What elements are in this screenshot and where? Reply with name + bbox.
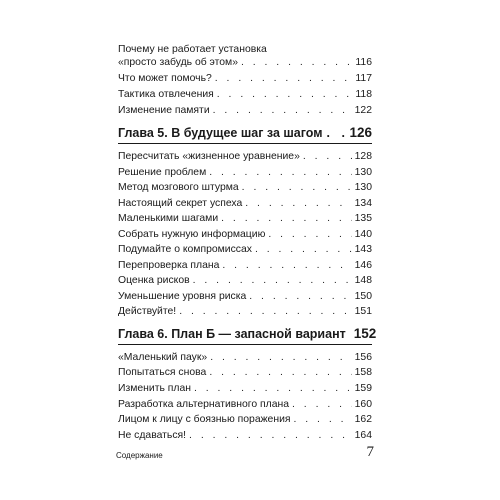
leader-dots xyxy=(327,125,346,141)
leader-dots xyxy=(303,150,352,163)
toc-entry xyxy=(118,259,372,272)
toc-entry-title: Решение проблем xyxy=(118,167,207,178)
leader-dots xyxy=(294,413,352,426)
toc-entry xyxy=(118,104,372,117)
toc-entry xyxy=(118,413,372,426)
leader-dots xyxy=(179,305,351,318)
toc-entry-page: 162 xyxy=(354,414,372,425)
toc-entry-page: 117 xyxy=(355,73,372,84)
toc-entry-page: 146 xyxy=(354,260,372,271)
leader-dots xyxy=(193,274,352,287)
toc-entry xyxy=(118,366,372,379)
toc-entry xyxy=(118,88,372,101)
toc-entry-title: Настоящий секрет успеха xyxy=(118,198,243,209)
leader-dots xyxy=(209,366,351,379)
toc-entry xyxy=(118,166,372,179)
toc-entry xyxy=(118,243,372,256)
toc-entry-title: Попытаться снова xyxy=(118,367,207,378)
toc-entry-title: Почему не работает установка xyxy=(118,44,267,55)
chapter-title: Глава 5. В будущее шаг за шагом xyxy=(118,126,323,140)
chapter-heading xyxy=(118,125,372,141)
toc-entry-title: Разработка альтернативного плана xyxy=(118,399,290,410)
leader-dots xyxy=(249,290,351,303)
leader-dots xyxy=(217,88,353,101)
toc-entry-page: 159 xyxy=(354,383,372,394)
toc-entry-page: 164 xyxy=(354,430,372,441)
toc-entry-page: 128 xyxy=(354,151,372,162)
toc-entry-page: 134 xyxy=(354,198,372,209)
toc-entry-page: 143 xyxy=(354,244,372,255)
toc-entry-page: 140 xyxy=(354,229,372,240)
toc-entry-title: Изменение памяти xyxy=(118,105,210,116)
toc-entry-page: 135 xyxy=(354,213,372,224)
toc-entry-page: 158 xyxy=(354,367,372,378)
toc-entry xyxy=(118,72,372,85)
leader-dots xyxy=(241,56,352,69)
toc-entry-title: Что может помочь? xyxy=(118,73,212,84)
leader-dots xyxy=(215,72,353,85)
chapter-page: 126 xyxy=(349,125,372,140)
toc-entry-page: 151 xyxy=(354,306,372,317)
toc-entry-title: Маленькими шагами xyxy=(118,213,219,224)
leader-dots xyxy=(194,382,352,395)
toc-entry xyxy=(118,228,372,241)
toc-entry-title: Перепроверка плана xyxy=(118,260,220,271)
page-number: 7 xyxy=(366,444,374,460)
toc-entry xyxy=(118,382,372,395)
toc-entry-page: 156 xyxy=(354,352,372,363)
toc-entry xyxy=(118,212,372,225)
toc-entry-title: Действуйте! xyxy=(118,306,177,317)
leader-dots xyxy=(245,197,351,210)
toc-entry-title: Подумайте о компромиссах xyxy=(118,244,252,255)
toc-entry xyxy=(118,398,372,411)
leader-dots xyxy=(222,259,351,272)
chapter-rule xyxy=(118,344,372,345)
toc-entry-page: 160 xyxy=(354,399,372,410)
toc-entry-page: 130 xyxy=(354,182,372,193)
toc-entry-page: 148 xyxy=(354,275,372,286)
toc-entry xyxy=(118,351,372,364)
toc-entry-title: Тактика отвлечения xyxy=(118,89,214,100)
leader-dots xyxy=(268,228,351,241)
toc-entry-title: Собрать нужную информацию xyxy=(118,229,266,240)
toc-entry-title: Пересчитать «жизненное уравнение» xyxy=(118,151,300,162)
toc-entry-title: Метод мозгового штурма xyxy=(118,182,239,193)
toc-entry-page: 118 xyxy=(355,89,372,100)
toc-entry-page: 116 xyxy=(355,57,372,68)
chapter-title: Глава 6. План Б — запасной вариант xyxy=(118,327,346,341)
running-footer: Содержание xyxy=(116,451,163,460)
toc-entry xyxy=(118,290,372,303)
toc-entry xyxy=(118,429,372,442)
leader-dots xyxy=(209,166,351,179)
toc-entry-title: Лицом к лицу с боязнью поражения xyxy=(118,414,291,425)
toc-entry xyxy=(118,150,372,163)
toc-entry xyxy=(118,43,372,69)
toc-entry-title: Уменьшение уровня риска xyxy=(118,291,247,302)
leader-dots xyxy=(213,104,352,117)
toc-entry-title: Не сдаваться! xyxy=(118,430,187,441)
toc-entry xyxy=(118,197,372,210)
leader-dots xyxy=(210,351,351,364)
toc-entry-title-continued: «просто забудь об этом» xyxy=(118,57,238,68)
chapter-heading xyxy=(118,326,377,342)
toc-entry-title: «Маленький паук» xyxy=(118,352,208,363)
toc-entry xyxy=(118,305,372,318)
toc-entry-title: Оценка рисков xyxy=(118,275,190,286)
leader-dots xyxy=(189,429,352,442)
leader-dots xyxy=(242,181,352,194)
toc-entry-page: 122 xyxy=(354,105,372,116)
leader-dots xyxy=(255,243,352,256)
toc-entry-page: 150 xyxy=(354,291,372,302)
leader-dots xyxy=(292,398,352,411)
toc-entry-title: Изменить план xyxy=(118,383,191,394)
leader-dots xyxy=(221,212,352,225)
toc-entry xyxy=(118,181,372,194)
chapter-rule xyxy=(118,143,372,144)
toc-entry-page: 130 xyxy=(354,167,372,178)
toc-entry xyxy=(118,274,372,287)
chapter-page: 152 xyxy=(353,326,377,341)
